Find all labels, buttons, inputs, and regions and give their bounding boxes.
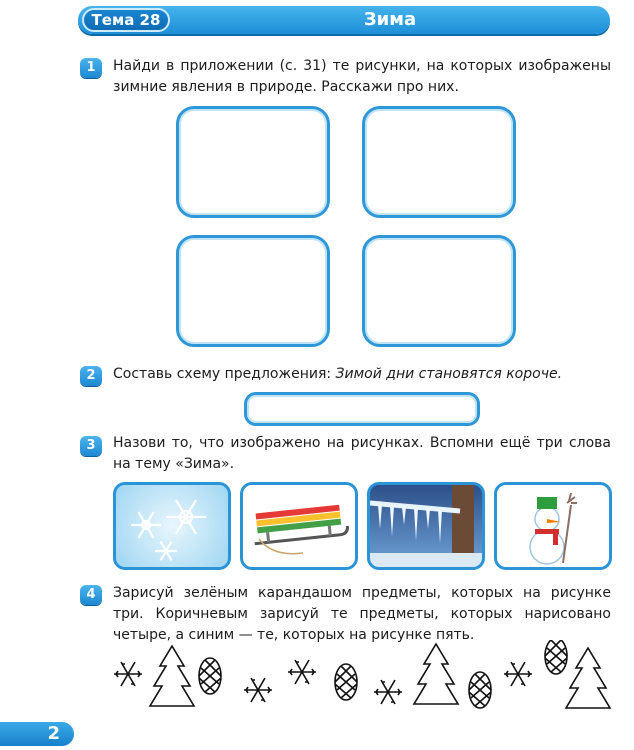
icicles-art: [370, 485, 482, 567]
sled-image: [240, 482, 358, 570]
fir-tree-2: [414, 644, 458, 704]
task-number-2: 2: [80, 366, 102, 386]
pine-cone-4: [545, 640, 567, 674]
snowman-image: [494, 482, 612, 570]
pine-cone-2: [335, 664, 357, 700]
task-number-3: 3: [80, 436, 102, 456]
fir-tree-3: [566, 648, 610, 708]
snowflakes-art: [116, 485, 228, 567]
answer-frame-3[interactable]: [176, 235, 330, 347]
task-3-text: Назови то, что изображено на рисунках. Вспомни ещё три слова на тему «Зима».: [113, 435, 611, 472]
task-4-text: Зарисуй зелёным карандашом предметы, которых на рисунке три. Коричневым зарисуй те предметы, которых нарисовано четыре, а синим — те, которых на рисунке пять.: [113, 585, 611, 643]
task-number-4: 4: [80, 585, 102, 605]
task-number-1: 1: [80, 58, 102, 78]
answer-frame-4[interactable]: [362, 235, 516, 347]
fir-tree-1: [150, 646, 194, 706]
sled-art: [243, 485, 355, 567]
page-number: 2: [0, 722, 74, 746]
task-1-text: Найди в приложении (с. 31) те рисунки, на которых изображены зимние явления в природе. Расскажи про них.: [113, 58, 611, 95]
snowflake-4: [374, 680, 402, 704]
pine-cone-1: [199, 658, 221, 694]
icicles-image: [367, 482, 485, 570]
pine-cone-3: [469, 672, 491, 708]
drawing-items: [108, 640, 628, 720]
snowflakes-image: [113, 482, 231, 570]
snowflake-1: [114, 662, 142, 686]
topic-label: Тема 28: [82, 8, 170, 32]
snowflake-5: [504, 662, 532, 686]
answer-frame-2[interactable]: [362, 106, 516, 218]
topic-title: Зима: [363, 9, 417, 30]
sentence-scheme-box[interactable]: [244, 392, 480, 426]
snowflake-3: [288, 660, 316, 684]
snowman-art: [497, 485, 609, 567]
task-2-line: [113, 364, 611, 385]
answer-frame-1[interactable]: [176, 106, 330, 218]
snowflake-2: [244, 678, 272, 702]
task-2-example: Зимой дни становятся короче.: [335, 366, 563, 382]
task-2-text: Составь схему предложения:: [113, 366, 332, 382]
